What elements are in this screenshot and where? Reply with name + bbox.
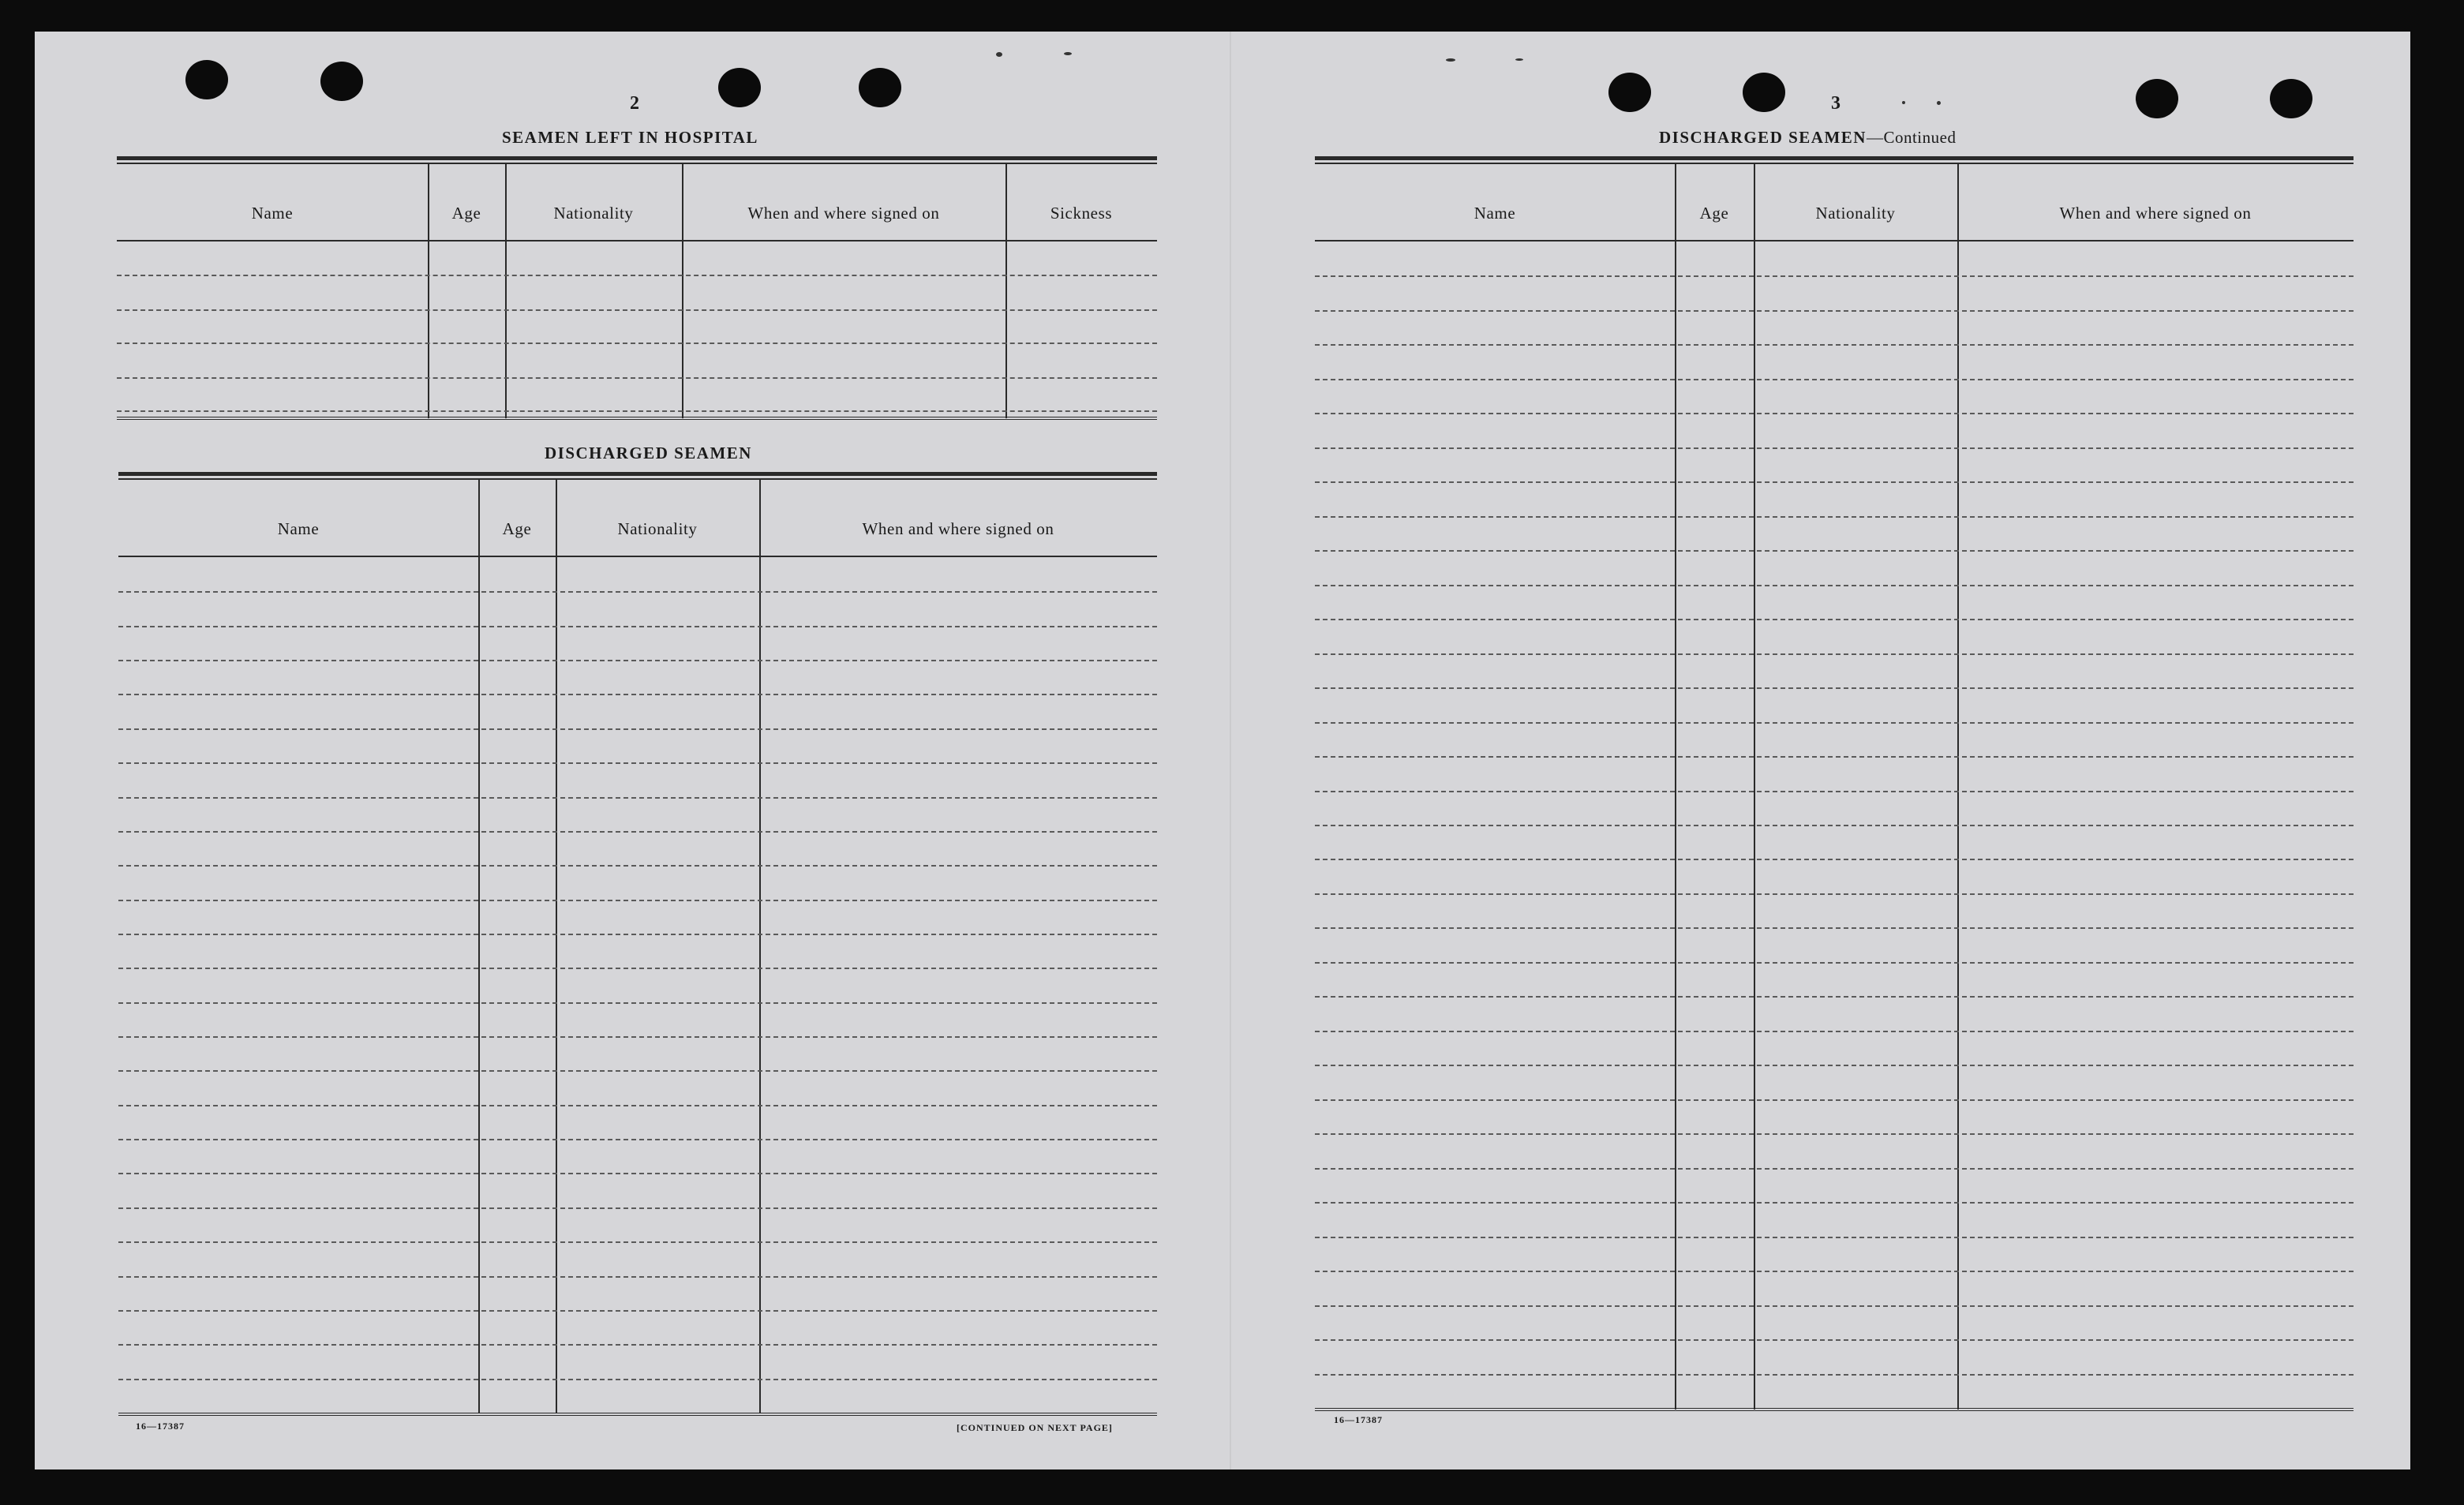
column-header-name: Name <box>251 204 294 223</box>
table-row <box>1315 447 2354 449</box>
table-row <box>118 626 1157 627</box>
table-row <box>1315 791 2354 792</box>
table-row <box>117 377 1157 379</box>
column-header-age: Age <box>451 204 481 223</box>
column-header-name: Name <box>277 519 320 538</box>
table-row <box>1315 687 2354 689</box>
table-row <box>117 275 1157 276</box>
speck <box>996 52 1002 57</box>
table-row <box>1315 653 2354 655</box>
table-row <box>1315 825 2354 826</box>
table-row <box>1315 927 2354 929</box>
table-row <box>118 797 1157 799</box>
table-top-rule <box>1315 163 2354 164</box>
table-row <box>1315 1271 2354 1272</box>
header-rule <box>117 240 1157 241</box>
column-divider <box>1675 163 1676 1410</box>
table-row <box>1315 379 2354 380</box>
table-row <box>1315 1099 2354 1101</box>
table-row <box>118 1276 1157 1278</box>
punch-hole <box>859 68 901 107</box>
table-row <box>118 900 1157 901</box>
discharged-continued-title <box>1659 128 1956 148</box>
table-row <box>1315 1202 2354 1204</box>
table-top-rule <box>117 156 1157 160</box>
table-top-rule <box>118 478 1157 480</box>
column-header-signed-on: When and where signed on <box>862 519 1054 538</box>
page-fold <box>1230 32 1231 1469</box>
table-row <box>1315 481 2354 483</box>
table-row <box>1315 516 2354 518</box>
table-row <box>118 1207 1157 1209</box>
speck <box>1937 101 1941 105</box>
column-header-age: Age <box>502 519 532 538</box>
punch-hole <box>1743 73 1785 112</box>
table-top-rule <box>118 472 1157 476</box>
column-header-sickness: Sickness <box>1050 204 1113 223</box>
header-rule <box>1315 240 2354 241</box>
table-row <box>1315 859 2354 860</box>
table-row <box>118 660 1157 661</box>
header-rule <box>118 556 1157 557</box>
table-row <box>118 1105 1157 1106</box>
column-divider <box>1957 163 1959 1410</box>
table-row <box>118 1344 1157 1346</box>
column-header-age: Age <box>1699 204 1729 223</box>
hospital-table <box>117 156 1157 425</box>
table-row <box>1315 1305 2354 1307</box>
table-row <box>1315 1237 2354 1238</box>
speck <box>1064 52 1072 55</box>
table-row <box>1315 962 2354 964</box>
column-header-nationality: Nationality <box>617 519 698 538</box>
table-row <box>118 1002 1157 1004</box>
column-header-signed-on: When and where signed on <box>747 204 940 223</box>
punch-hole <box>320 62 363 101</box>
page-number-left: 2 <box>630 93 639 114</box>
punch-hole <box>2136 79 2178 118</box>
table-row <box>1315 550 2354 552</box>
table-row <box>1315 1168 2354 1170</box>
table-bottom-rule <box>117 417 1157 423</box>
table-row <box>1315 1133 2354 1135</box>
table-row <box>1315 310 2354 312</box>
column-header-nationality: Nationality <box>1815 204 1896 223</box>
punch-hole <box>2270 79 2312 118</box>
table-top-rule <box>1315 156 2354 160</box>
table-row <box>1315 413 2354 414</box>
column-header-nationality: Nationality <box>553 204 634 223</box>
continued-note: [CONTINUED ON NEXT PAGE] <box>957 1422 1113 1433</box>
column-divider <box>428 163 429 418</box>
speck <box>1515 58 1523 61</box>
table-row <box>1315 756 2354 758</box>
punch-hole <box>1608 73 1651 112</box>
column-header-name: Name <box>1474 204 1516 223</box>
column-divider <box>1005 163 1007 418</box>
table-row <box>1315 1031 2354 1032</box>
column-divider <box>1754 163 1755 1410</box>
table-row <box>117 309 1157 311</box>
table-row <box>1315 1374 2354 1376</box>
speck <box>1902 101 1905 104</box>
column-divider <box>556 478 557 1413</box>
table-row <box>118 831 1157 833</box>
speck <box>1446 58 1455 62</box>
table-row <box>118 1173 1157 1174</box>
table-row <box>1315 996 2354 998</box>
column-divider <box>682 163 683 418</box>
column-divider <box>505 163 507 418</box>
discharged-table <box>118 472 1157 1419</box>
table-row <box>118 1070 1157 1072</box>
table-row <box>118 934 1157 935</box>
table-row <box>117 343 1157 344</box>
table-row <box>1315 619 2354 620</box>
table-row <box>118 968 1157 969</box>
table-row <box>118 728 1157 730</box>
table-bottom-rule <box>118 1413 1157 1419</box>
table-row <box>118 762 1157 764</box>
table-row <box>118 1310 1157 1312</box>
column-divider <box>478 478 480 1413</box>
form-sheet <box>35 32 2410 1469</box>
table-top-rule <box>117 163 1157 164</box>
discharged-continued-title-text: DISCHARGED SEAMEN <box>1659 128 1867 147</box>
page-number-right: 3 <box>1831 93 1841 114</box>
table-row <box>118 694 1157 695</box>
column-header-signed-on: When and where signed on <box>2059 204 2252 223</box>
table-row <box>1315 722 2354 724</box>
table-row <box>118 591 1157 593</box>
punch-hole <box>718 68 761 107</box>
punch-hole <box>185 60 228 99</box>
table-row <box>1315 275 2354 277</box>
table-row <box>1315 893 2354 895</box>
discharged-section-title: DISCHARGED SEAMEN <box>545 444 752 462</box>
table-row <box>1315 585 2354 586</box>
table-row <box>118 1036 1157 1038</box>
table-row <box>118 1379 1157 1380</box>
column-divider <box>759 478 761 1413</box>
table-row <box>118 1139 1157 1140</box>
table-row <box>1315 1339 2354 1341</box>
table-row <box>1315 1065 2354 1066</box>
table-row <box>117 410 1157 412</box>
hospital-section-title: SEAMEN LEFT IN HOSPITAL <box>502 128 758 147</box>
table-row <box>118 1241 1157 1243</box>
discharged-continued-table <box>1315 156 2354 1414</box>
table-row <box>118 865 1157 867</box>
table-row <box>1315 344 2354 346</box>
continued-suffix: —Continued <box>1866 128 1957 147</box>
table-bottom-rule <box>1315 1408 2354 1414</box>
form-number-right: 16—17387 <box>1334 1414 1383 1425</box>
form-number-left: 16—17387 <box>136 1421 185 1432</box>
